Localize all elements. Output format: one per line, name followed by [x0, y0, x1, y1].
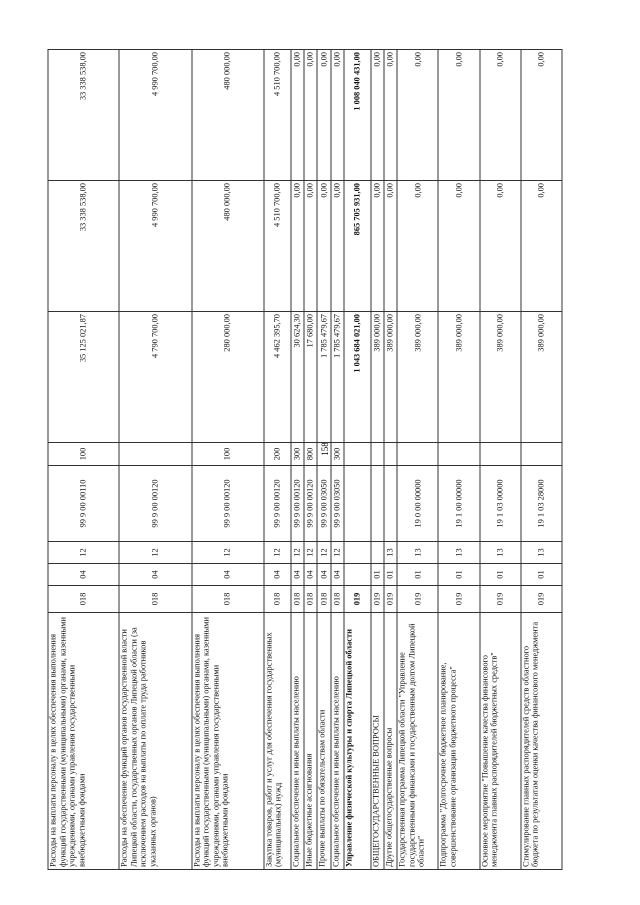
- subsection-code: [344, 542, 371, 564]
- target-article-code: 99 9 00 00120: [119, 466, 191, 542]
- table-row: [397, 50, 438, 870]
- amount-year-2: 0,00: [291, 181, 304, 312]
- admin-code: 018: [317, 586, 330, 613]
- amount-year-1: 4 462 395,70: [264, 312, 291, 443]
- amount-year-1: 389 000,00: [521, 312, 562, 443]
- expense-type-code: [480, 443, 521, 466]
- row-name: Прочие выплаты по обязательствам области: [317, 613, 330, 870]
- amount-year-1: 1 785 479,67: [331, 312, 344, 443]
- amount-year-2: 33 338 538,00: [48, 181, 119, 312]
- amount-year-3: 0,00: [331, 50, 344, 181]
- expense-type-code: 300: [291, 443, 304, 466]
- amount-year-1: 389 000,00: [480, 312, 521, 443]
- admin-code: 019: [384, 586, 397, 613]
- section-code: 04: [192, 564, 264, 586]
- amount-year-3: 0,00: [438, 50, 479, 181]
- subsection-code: 12: [291, 542, 304, 564]
- row-name: Государственная программа Липецкой области "Управление государственными финансами и государственным долгом Липецкой области": [397, 613, 438, 870]
- expense-type-code: [371, 443, 384, 466]
- target-article-code: 99 9 00 03050: [317, 466, 330, 542]
- amount-year-2: 865 705 931,00: [344, 181, 371, 312]
- row-name: Расходы на обеспечение функций органов государственной власти Липецкой области, государственных органов Липецкой области (за исключением расходов на выплаты по оплате труда работников указанных органов): [119, 613, 191, 870]
- table-row: [521, 50, 562, 870]
- admin-code: 019: [521, 586, 562, 613]
- target-article-code: 99 9 00 00120: [291, 466, 304, 542]
- amount-year-1: 280 000,00: [192, 312, 264, 443]
- subsection-code: 12: [48, 542, 119, 564]
- amount-year-2: 480 000,00: [192, 181, 264, 312]
- amount-year-1: 30 624,30: [291, 312, 304, 443]
- admin-code: 019: [480, 586, 521, 613]
- section-code: 04: [331, 564, 344, 586]
- table-row: [384, 50, 397, 870]
- target-article-code: [371, 466, 384, 542]
- target-article-code: 99 9 00 00120: [264, 466, 291, 542]
- subsection-code: 13: [384, 542, 397, 564]
- target-article-code: [344, 466, 371, 542]
- target-article-code: 19 1 03 28000: [521, 466, 562, 542]
- section-code: 04: [119, 564, 191, 586]
- subsection-code: [371, 542, 384, 564]
- section-code: 04: [291, 564, 304, 586]
- amount-year-3: 1 008 040 431,00: [344, 50, 371, 181]
- expense-type-code: [397, 443, 438, 466]
- section-code: 01: [521, 564, 562, 586]
- expense-type-code: [317, 443, 330, 466]
- expense-type-code: [521, 443, 562, 466]
- section-code: 01: [397, 564, 438, 586]
- amount-year-2: 0,00: [384, 181, 397, 312]
- row-name: Закупка товаров, работ и услуг для обеспечения государственных (муниципальных) нужд: [264, 613, 291, 870]
- amount-year-3: 0,00: [317, 50, 330, 181]
- amount-year-3: 0,00: [371, 50, 384, 181]
- budget-table: [48, 49, 563, 870]
- target-article-code: 99 9 00 03050: [331, 466, 344, 542]
- amount-year-3: 0,00: [384, 50, 397, 181]
- row-name: Стимулирование главных распорядителей средств областного бюджета по результатам оценки качества финансового менеджмента: [521, 613, 562, 870]
- section-code: 04: [317, 564, 330, 586]
- table-row: [344, 50, 371, 870]
- subsection-code: 13: [438, 542, 479, 564]
- row-name: Социальное обеспечение и иные выплаты населению: [331, 613, 344, 870]
- target-article-code: [384, 466, 397, 542]
- amount-year-1: 389 000,00: [371, 312, 384, 443]
- section-code: 01: [438, 564, 479, 586]
- row-name: Иные бюджетные ассигнования: [304, 613, 317, 870]
- amount-year-3: 33 338 538,00: [48, 50, 119, 181]
- amount-year-2: 0,00: [371, 181, 384, 312]
- row-name: Другие общегосударственные вопросы: [384, 613, 397, 870]
- amount-year-1: 17 680,00: [304, 312, 317, 443]
- subsection-code: 13: [480, 542, 521, 564]
- amount-year-1: 1 785 479,67: [317, 312, 330, 443]
- admin-code: 018: [119, 586, 191, 613]
- target-article-code: 19 1 03 00000: [480, 466, 521, 542]
- table-row: [331, 50, 344, 870]
- admin-code: 018: [48, 586, 119, 613]
- amount-year-1: 35 125 021,87: [48, 312, 119, 443]
- amount-year-1: 389 000,00: [384, 312, 397, 443]
- section-code: 01: [480, 564, 521, 586]
- row-name: Расходы на выплаты персоналу в целях обеспечения выполнения функций государственными (муниципальными) органами, казенными учреждениями, органами управления государственными внебюджетными фондами: [192, 613, 264, 870]
- admin-code: 019: [438, 586, 479, 613]
- amount-year-3: 0,00: [397, 50, 438, 181]
- table-row: [480, 50, 521, 870]
- amount-year-2: 0,00: [521, 181, 562, 312]
- expense-type-code: 100: [192, 443, 264, 466]
- target-article-code: 99 9 00 00120: [304, 466, 317, 542]
- table-row: [119, 50, 191, 870]
- admin-code: 018: [291, 586, 304, 613]
- expense-type-code: [344, 443, 371, 466]
- table-row: [264, 50, 291, 870]
- amount-year-2: 4 990 700,00: [119, 181, 191, 312]
- expense-type-code: 800: [304, 443, 317, 466]
- amount-year-1: 389 000,00: [438, 312, 479, 443]
- table-row: [317, 50, 330, 870]
- amount-year-3: 4 990 700,00: [119, 50, 191, 181]
- amount-year-1: 389 000,00: [397, 312, 438, 443]
- amount-year-2: 0,00: [331, 181, 344, 312]
- amount-year-3: 480 000,00: [192, 50, 264, 181]
- amount-year-1: 4 790 700,00: [119, 312, 191, 443]
- section-code: 01: [384, 564, 397, 586]
- subsection-code: 12: [304, 542, 317, 564]
- amount-year-3: 0,00: [480, 50, 521, 181]
- table-row: [48, 50, 119, 870]
- expense-type-code: [438, 443, 479, 466]
- amount-year-2: 0,00: [397, 181, 438, 312]
- row-name: Социальное обеспечение и иные выплаты населению: [291, 613, 304, 870]
- section-code: [344, 564, 371, 586]
- subsection-code: 13: [521, 542, 562, 564]
- section-code: 04: [48, 564, 119, 586]
- expense-type-code: [119, 443, 191, 466]
- subsection-code: 12: [119, 542, 191, 564]
- section-code: 04: [304, 564, 317, 586]
- row-name: ОБЩЕГОСУДАРСТВЕННЫЕ ВОПРОСЫ: [371, 613, 384, 870]
- table-row: [291, 50, 304, 870]
- amount-year-3: 0,00: [304, 50, 317, 181]
- admin-code: 019: [371, 586, 384, 613]
- row-name: Управление физической культуры и спорта Липецкой области: [344, 613, 371, 870]
- amount-year-3: 4 510 700,00: [264, 50, 291, 181]
- admin-code: 018: [264, 586, 291, 613]
- expense-type-code: [384, 443, 397, 466]
- expense-type-code: 300: [331, 443, 344, 466]
- amount-year-1: 1 043 684 021,00: [344, 312, 371, 443]
- section-code: 04: [264, 564, 291, 586]
- table-row: [304, 50, 317, 870]
- target-article-code: 19 0 00 00000: [397, 466, 438, 542]
- row-name: Подпрограмма "Долгосрочное бюджетное планирование, совершенствование организации бюджетного процесса": [438, 613, 479, 870]
- amount-year-3: 0,00: [521, 50, 562, 181]
- amount-year-3: 0,00: [291, 50, 304, 181]
- row-name: Основное мероприятие "Повышение качества финансового менеджмента главных распорядителей бюджетных средств": [480, 613, 521, 870]
- admin-code: 018: [192, 586, 264, 613]
- subsection-code: 12: [317, 542, 330, 564]
- amount-year-2: 4 510 700,00: [264, 181, 291, 312]
- admin-code: 018: [331, 586, 344, 613]
- subsection-code: 13: [397, 542, 438, 564]
- target-article-code: 19 1 00 00000: [438, 466, 479, 542]
- page-number: 158: [319, 442, 330, 456]
- admin-code: 018: [304, 586, 317, 613]
- admin-code: 019: [344, 586, 371, 613]
- table-row: [371, 50, 384, 870]
- amount-year-2: 0,00: [317, 181, 330, 312]
- section-code: 01: [371, 564, 384, 586]
- target-article-code: 99 9 00 00120: [192, 466, 264, 542]
- row-name: Расходы на выплаты персоналу в целях обеспечения выполнения функций государственными (муниципальными) органами, казенными учреждениями, органами управления государственными внебюджетными фондами: [48, 613, 119, 870]
- expense-type-code: 100: [48, 443, 119, 466]
- expense-type-code: 200: [264, 443, 291, 466]
- amount-year-2: 0,00: [480, 181, 521, 312]
- amount-year-2: 0,00: [438, 181, 479, 312]
- amount-year-2: 0,00: [304, 181, 317, 312]
- target-article-code: 99 9 00 00110: [48, 466, 119, 542]
- subsection-code: 12: [331, 542, 344, 564]
- subsection-code: 12: [192, 542, 264, 564]
- subsection-code: 12: [264, 542, 291, 564]
- table-row: [438, 50, 479, 870]
- rotated-page: [48, 50, 563, 870]
- table-row: [192, 50, 264, 870]
- admin-code: 019: [397, 586, 438, 613]
